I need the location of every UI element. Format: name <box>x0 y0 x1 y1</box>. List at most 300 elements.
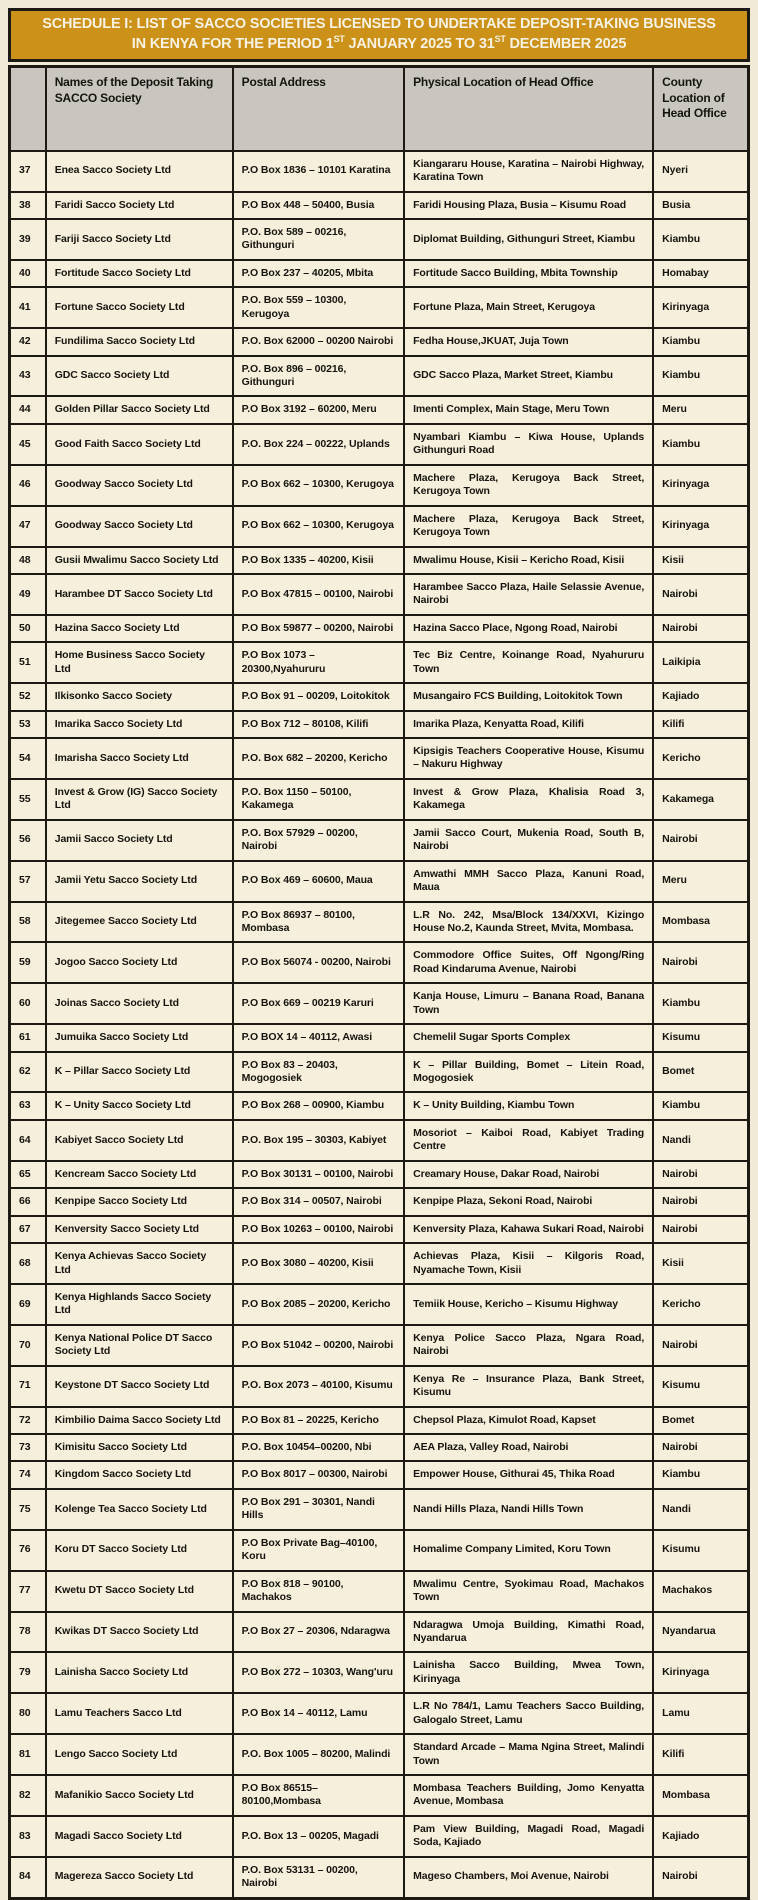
society-name-cell: Lainisha Sacco Society Ltd <box>46 1652 233 1693</box>
postal-address-cell: P.O Box 14 – 40112, Lamu <box>233 1693 404 1734</box>
county-cell: Kiambu <box>653 1461 748 1488</box>
society-name-cell: Mafanikio Sacco Society Ltd <box>46 1775 233 1816</box>
table-row <box>10 1161 749 1188</box>
header-number <box>10 67 46 151</box>
row-number-cell: 49 <box>10 574 46 615</box>
county-cell: Bomet <box>653 1052 748 1093</box>
society-name-cell: Magadi Sacco Society Ltd <box>46 1816 233 1857</box>
society-name-cell: Fundilima Sacco Society Ltd <box>46 328 233 355</box>
table-row <box>10 942 749 983</box>
postal-address-cell: P.O BOX 14 – 40112, Awasi <box>233 1024 404 1051</box>
society-name-cell: Jogoo Sacco Society Ltd <box>46 942 233 983</box>
table-row <box>10 1188 749 1215</box>
row-number-cell: 48 <box>10 547 46 574</box>
physical-location-cell: Tec Biz Centre, Koinange Road, Nyahururu Town <box>404 642 653 683</box>
society-name-cell: Kimbilio Daima Sacco Society Ltd <box>46 1407 233 1434</box>
county-cell: Nairobi <box>653 1857 748 1898</box>
table-row <box>10 1816 749 1857</box>
row-number-cell: 64 <box>10 1120 46 1161</box>
row-number-cell: 45 <box>10 424 46 465</box>
physical-location-cell: Homalime Company Limited, Koru Town <box>404 1530 653 1571</box>
society-name-cell: Invest & Grow (IG) Sacco Society Ltd <box>46 779 233 820</box>
physical-location-cell: Pam View Building, Magadi Road, Magadi Soda, Kajiado <box>404 1816 653 1857</box>
row-number-cell: 63 <box>10 1092 46 1119</box>
row-number-cell: 74 <box>10 1461 46 1488</box>
row-number-cell: 65 <box>10 1161 46 1188</box>
table-row <box>10 1092 749 1119</box>
county-cell: Meru <box>653 861 748 902</box>
county-cell: Nandi <box>653 1489 748 1530</box>
physical-location-cell: Machere Plaza, Kerugoya Back Street, Kerugoya Town <box>404 506 653 547</box>
table-row <box>10 1024 749 1051</box>
county-cell: Nairobi <box>653 1161 748 1188</box>
table-row <box>10 1612 749 1653</box>
row-number-cell: 56 <box>10 820 46 861</box>
society-name-cell: Home Business Sacco Society Ltd <box>46 642 233 683</box>
county-cell: Nairobi <box>653 1325 748 1366</box>
row-number-cell: 37 <box>10 151 46 192</box>
table-row <box>10 615 749 642</box>
physical-location-cell: Kipsigis Teachers Cooperative House, Kisumu – Nakuru Highway <box>404 738 653 779</box>
row-number-cell: 40 <box>10 260 46 287</box>
society-name-cell: Jamii Sacco Society Ltd <box>46 820 233 861</box>
row-number-cell: 79 <box>10 1652 46 1693</box>
table-row <box>10 328 749 355</box>
county-cell: Kiambu <box>653 424 748 465</box>
row-number-cell: 46 <box>10 465 46 506</box>
row-number-cell: 58 <box>10 902 46 943</box>
physical-location-cell: Hazina Sacco Place, Ngong Road, Nairobi <box>404 615 653 642</box>
county-cell: Kirinyaga <box>653 506 748 547</box>
table-row <box>10 506 749 547</box>
county-cell: Nairobi <box>653 1188 748 1215</box>
county-cell: Kajiado <box>653 1816 748 1857</box>
table-row <box>10 1571 749 1612</box>
physical-location-cell: Diplomat Building, Githunguri Street, Kiambu <box>404 219 653 260</box>
row-number-cell: 55 <box>10 779 46 820</box>
table-row <box>10 711 749 738</box>
society-name-cell: Kencream Sacco Society Ltd <box>46 1161 233 1188</box>
row-number-cell: 70 <box>10 1325 46 1366</box>
postal-address-cell: P.O Box 469 – 60600, Maua <box>233 861 404 902</box>
postal-address-cell: P.O Box Private Bag–40100, Koru <box>233 1530 404 1571</box>
row-number-cell: 69 <box>10 1284 46 1325</box>
county-cell: Nairobi <box>653 574 748 615</box>
county-cell: Kiambu <box>653 219 748 260</box>
table-row <box>10 465 749 506</box>
physical-location-cell: Kenpipe Plaza, Sekoni Road, Nairobi <box>404 1188 653 1215</box>
physical-location-cell: L.R No. 242, Msa/Block 134/XXVI, Kizingo House No.2, Kaunda Street, Mvita, Mombasa. <box>404 902 653 943</box>
header-society-name: Names of the Deposit Taking SACCO Society <box>46 67 233 151</box>
row-number-cell: 62 <box>10 1052 46 1093</box>
county-cell: Machakos <box>653 1571 748 1612</box>
county-cell: Nairobi <box>653 615 748 642</box>
table-row <box>10 219 749 260</box>
physical-location-cell: Invest & Grow Plaza, Khalisia Road 3, Kakamega <box>404 779 653 820</box>
table-row <box>10 424 749 465</box>
physical-location-cell: GDC Sacco Plaza, Market Street, Kiambu <box>404 356 653 397</box>
society-name-cell: K – Unity Sacco Society Ltd <box>46 1092 233 1119</box>
physical-location-cell: Imenti Complex, Main Stage, Meru Town <box>404 396 653 423</box>
postal-address-cell: P.O Box 8017 – 00300, Nairobi <box>233 1461 404 1488</box>
postal-address-cell: P.O Box 448 – 50400, Busia <box>233 192 404 219</box>
physical-location-cell: K – Unity Building, Kiambu Town <box>404 1092 653 1119</box>
row-number-cell: 66 <box>10 1188 46 1215</box>
row-number-cell: 53 <box>10 711 46 738</box>
physical-location-cell: Fortitude Sacco Building, Mbita Township <box>404 260 653 287</box>
row-number-cell: 68 <box>10 1243 46 1284</box>
postal-address-cell: P.O Box 2085 – 20200, Kericho <box>233 1284 404 1325</box>
physical-location-cell: Mageso Chambers, Moi Avenue, Nairobi <box>404 1857 653 1898</box>
row-number-cell: 83 <box>10 1816 46 1857</box>
county-cell: Kericho <box>653 738 748 779</box>
row-number-cell: 43 <box>10 356 46 397</box>
physical-location-cell: Amwathi MMH Sacco Plaza, Kanuni Road, Maua <box>404 861 653 902</box>
row-number-cell: 44 <box>10 396 46 423</box>
county-cell: Kirinyaga <box>653 287 748 328</box>
postal-address-cell: P.O Box 3080 – 40200, Kisii <box>233 1243 404 1284</box>
county-cell: Mombasa <box>653 1775 748 1816</box>
schedule-title-line2: IN KENYA FOR THE PERIOD 1ST JANUARY 2025 TO 31ST DECEMBER 2025 <box>131 33 627 52</box>
physical-location-cell: Lainisha Sacco Building, Mwea Town, Kirinyaga <box>404 1652 653 1693</box>
society-name-cell: Imarisha Sacco Society Ltd <box>46 738 233 779</box>
society-name-cell: Ilkisonko Sacco Society <box>46 683 233 710</box>
physical-location-cell: Kanja House, Limuru – Banana Road, Banana Town <box>404 983 653 1024</box>
sacco-table-header <box>10 67 749 151</box>
row-number-cell: 81 <box>10 1734 46 1775</box>
table-row <box>10 779 749 820</box>
row-number-cell: 82 <box>10 1775 46 1816</box>
row-number-cell: 47 <box>10 506 46 547</box>
postal-address-cell: P.O. Box 682 – 20200, Kericho <box>233 738 404 779</box>
table-row <box>10 151 749 192</box>
society-name-cell: Lengo Sacco Society Ltd <box>46 1734 233 1775</box>
physical-location-cell: Musangairo FCS Building, Loitokitok Town <box>404 683 653 710</box>
row-number-cell: 52 <box>10 683 46 710</box>
table-row <box>10 574 749 615</box>
postal-address-cell: P.O Box 83 – 20403, Mogogosiek <box>233 1052 404 1093</box>
society-name-cell: Keystone DT Sacco Society Ltd <box>46 1366 233 1407</box>
table-row <box>10 1693 749 1734</box>
postal-address-cell: P.O Box 1836 – 10101 Karatina <box>233 151 404 192</box>
county-cell: Nyeri <box>653 151 748 192</box>
physical-location-cell: Faridi Housing Plaza, Busia – Kisumu Road <box>404 192 653 219</box>
society-name-cell: Goodway Sacco Society Ltd <box>46 465 233 506</box>
postal-address-cell: P.O. Box 1150 – 50100, Kakamega <box>233 779 404 820</box>
row-number-cell: 60 <box>10 983 46 1024</box>
society-name-cell: Kenya National Police DT Sacco Society Ltd <box>46 1325 233 1366</box>
table-row <box>10 1407 749 1434</box>
physical-location-cell: Fortune Plaza, Main Street, Kerugoya <box>404 287 653 328</box>
society-name-cell: Fortune Sacco Society Ltd <box>46 287 233 328</box>
postal-address-cell: P.O. Box 589 – 00216, Githunguri <box>233 219 404 260</box>
county-cell: Kilifi <box>653 711 748 738</box>
table-row <box>10 820 749 861</box>
header-postal-address: Postal Address <box>233 67 404 151</box>
postal-address-cell: P.O Box 1335 – 40200, Kisii <box>233 547 404 574</box>
postal-address-cell: P.O Box 314 – 00507, Nairobi <box>233 1188 404 1215</box>
table-row <box>10 1461 749 1488</box>
physical-location-cell: Harambee Sacco Plaza, Haile Selassie Avenue, Nairobi <box>404 574 653 615</box>
physical-location-cell: Temiik House, Kericho – Kisumu Highway <box>404 1284 653 1325</box>
postal-address-cell: P.O Box 51042 – 00200, Nairobi <box>233 1325 404 1366</box>
postal-address-cell: P.O Box 81 – 20225, Kericho <box>233 1407 404 1434</box>
society-name-cell: Kenya Highlands Sacco Society Ltd <box>46 1284 233 1325</box>
table-row <box>10 547 749 574</box>
row-number-cell: 78 <box>10 1612 46 1653</box>
physical-location-cell: Nyambari Kiambu – Kiwa House, Uplands Githunguri Road <box>404 424 653 465</box>
physical-location-cell: Nandi Hills Plaza, Nandi Hills Town <box>404 1489 653 1530</box>
physical-location-cell: Kiangararu House, Karatina – Nairobi Highway, Karatina Town <box>404 151 653 192</box>
header-physical-location: Physical Location of Head Office <box>404 67 653 151</box>
county-cell: Kiambu <box>653 1092 748 1119</box>
row-number-cell: 71 <box>10 1366 46 1407</box>
society-name-cell: Imarika Sacco Society Ltd <box>46 711 233 738</box>
county-cell: Bomet <box>653 1407 748 1434</box>
county-cell: Kirinyaga <box>653 465 748 506</box>
row-number-cell: 75 <box>10 1489 46 1530</box>
county-cell: Nyandarua <box>653 1612 748 1653</box>
postal-address-cell: P.O Box 1073 – 20300,Nyahururu <box>233 642 404 683</box>
county-cell: Kiambu <box>653 356 748 397</box>
table-row <box>10 1434 749 1461</box>
header-county-location: County Location of Head Office <box>653 67 748 151</box>
physical-location-cell: Machere Plaza, Kerugoya Back Street, Kerugoya Town <box>404 465 653 506</box>
row-number-cell: 51 <box>10 642 46 683</box>
county-cell: Homabay <box>653 260 748 287</box>
postal-address-cell: P.O. Box 559 – 10300, Kerugoya <box>233 287 404 328</box>
physical-location-cell: Fedha House,JKUAT, Juja Town <box>404 328 653 355</box>
society-name-cell: Kwetu DT Sacco Society Ltd <box>46 1571 233 1612</box>
row-number-cell: 38 <box>10 192 46 219</box>
physical-location-cell: Imarika Plaza, Kenyatta Road, Kilifi <box>404 711 653 738</box>
society-name-cell: Kwikas DT Sacco Society Ltd <box>46 1612 233 1653</box>
postal-address-cell: P.O Box 30131 – 00100, Nairobi <box>233 1161 404 1188</box>
society-name-cell: Kenya Achievas Sacco Society Ltd <box>46 1243 233 1284</box>
county-cell: Nandi <box>653 1120 748 1161</box>
postal-address-cell: P.O. Box 2073 – 40100, Kisumu <box>233 1366 404 1407</box>
table-row <box>10 861 749 902</box>
table-row <box>10 192 749 219</box>
physical-location-cell: Chemelil Sugar Sports Complex <box>404 1024 653 1051</box>
county-cell: Lamu <box>653 1693 748 1734</box>
row-number-cell: 50 <box>10 615 46 642</box>
county-cell: Kilifi <box>653 1734 748 1775</box>
postal-address-cell: P.O Box 818 – 90100, Machakos <box>233 1571 404 1612</box>
society-name-cell: Kabiyet Sacco Society Ltd <box>46 1120 233 1161</box>
county-cell: Kisumu <box>653 1530 748 1571</box>
table-row <box>10 1652 749 1693</box>
postal-address-cell: P.O Box 10263 – 00100, Nairobi <box>233 1216 404 1243</box>
society-name-cell: GDC Sacco Society Ltd <box>46 356 233 397</box>
society-name-cell: Hazina Sacco Society Ltd <box>46 615 233 642</box>
physical-location-cell: Kenya Police Sacco Plaza, Ngara Road, Nairobi <box>404 1325 653 1366</box>
table-row <box>10 902 749 943</box>
physical-location-cell: Mwalimu Centre, Syokimau Road, Machakos Town <box>404 1571 653 1612</box>
society-name-cell: Golden Pillar Sacco Society Ltd <box>46 396 233 423</box>
table-row <box>10 356 749 397</box>
society-name-cell: Kingdom Sacco Society Ltd <box>46 1461 233 1488</box>
row-number-cell: 80 <box>10 1693 46 1734</box>
county-cell: Kakamega <box>653 779 748 820</box>
row-number-cell: 67 <box>10 1216 46 1243</box>
postal-address-cell: P.O Box 662 – 10300, Kerugoya <box>233 506 404 547</box>
row-number-cell: 59 <box>10 942 46 983</box>
table-row <box>10 1052 749 1093</box>
postal-address-cell: P.O Box 3192 – 60200, Meru <box>233 396 404 423</box>
county-cell: Nairobi <box>653 1216 748 1243</box>
row-number-cell: 73 <box>10 1434 46 1461</box>
table-row <box>10 1325 749 1366</box>
society-name-cell: Jitegemee Sacco Society Ltd <box>46 902 233 943</box>
physical-location-cell: Jamii Sacco Court, Mukenia Road, South B, Nairobi <box>404 820 653 861</box>
postal-address-cell: P.O. Box 57929 – 00200, Nairobi <box>233 820 404 861</box>
county-cell: Nairobi <box>653 942 748 983</box>
sacco-table <box>8 65 750 1900</box>
row-number-cell: 42 <box>10 328 46 355</box>
physical-location-cell: AEA Plaza, Valley Road, Nairobi <box>404 1434 653 1461</box>
physical-location-cell: Mwalimu House, Kisii – Kericho Road, Kisii <box>404 547 653 574</box>
county-cell: Kisii <box>653 547 748 574</box>
postal-address-cell: P.O Box 662 – 10300, Kerugoya <box>233 465 404 506</box>
row-number-cell: 61 <box>10 1024 46 1051</box>
postal-address-cell: P.O. Box 62000 – 00200 Nairobi <box>233 328 404 355</box>
postal-address-cell: P.O. Box 10454–00200, Nbi <box>233 1434 404 1461</box>
society-name-cell: Fortitude Sacco Society Ltd <box>46 260 233 287</box>
society-name-cell: Joinas Sacco Society Ltd <box>46 983 233 1024</box>
postal-address-cell: P.O Box 47815 – 00100, Nairobi <box>233 574 404 615</box>
postal-address-cell: P.O Box 272 – 10303, Wang'uru <box>233 1652 404 1693</box>
table-row <box>10 1734 749 1775</box>
postal-address-cell: P.O. Box 13 – 00205, Magadi <box>233 1816 404 1857</box>
postal-address-cell: P.O Box 237 – 40205, Mbita <box>233 260 404 287</box>
society-name-cell: Kolenge Tea Sacco Society Ltd <box>46 1489 233 1530</box>
physical-location-cell: Standard Arcade – Mama Ngina Street, Malindi Town <box>404 1734 653 1775</box>
physical-location-cell: Ndaragwa Umoja Building, Kimathi Road, Nyandarua <box>404 1612 653 1653</box>
physical-location-cell: L.R No 784/1, Lamu Teachers Sacco Building, Galogalo Street, Lamu <box>404 1693 653 1734</box>
table-row <box>10 1243 749 1284</box>
schedule-title-bar <box>8 8 750 62</box>
table-row <box>10 1775 749 1816</box>
physical-location-cell: Empower House, Githurai 45, Thika Road <box>404 1461 653 1488</box>
county-cell: Meru <box>653 396 748 423</box>
table-row <box>10 1120 749 1161</box>
society-name-cell: K – Pillar Sacco Society Ltd <box>46 1052 233 1093</box>
county-cell: Kiambu <box>653 983 748 1024</box>
sacco-table-body <box>10 151 749 1899</box>
society-name-cell: Magereza Sacco Society Ltd <box>46 1857 233 1898</box>
physical-location-cell: K – Pillar Building, Bomet – Litein Road, Mogogosiek <box>404 1052 653 1093</box>
table-row <box>10 1284 749 1325</box>
society-name-cell: Good Faith Sacco Society Ltd <box>46 424 233 465</box>
county-cell: Kirinyaga <box>653 1652 748 1693</box>
superscript-st: ST <box>494 33 506 44</box>
society-name-cell: Fariji Sacco Society Ltd <box>46 219 233 260</box>
county-cell: Nairobi <box>653 1434 748 1461</box>
county-cell: Laikipia <box>653 642 748 683</box>
county-cell: Kisumu <box>653 1366 748 1407</box>
postal-address-cell: P.O. Box 53131 – 00200, Nairobi <box>233 1857 404 1898</box>
society-name-cell: Goodway Sacco Society Ltd <box>46 506 233 547</box>
physical-location-cell: Creamary House, Dakar Road, Nairobi <box>404 1161 653 1188</box>
physical-location-cell: Achievas Plaza, Kisii – Kilgoris Road, Nyamache Town, Kisii <box>404 1243 653 1284</box>
table-row <box>10 683 749 710</box>
table-row <box>10 738 749 779</box>
county-cell: Nairobi <box>653 820 748 861</box>
row-number-cell: 72 <box>10 1407 46 1434</box>
table-row <box>10 396 749 423</box>
society-name-cell: Kenpipe Sacco Society Ltd <box>46 1188 233 1215</box>
postal-address-cell: P.O Box 56074 - 00200, Nairobi <box>233 942 404 983</box>
society-name-cell: Harambee DT Sacco Society Ltd <box>46 574 233 615</box>
row-number-cell: 76 <box>10 1530 46 1571</box>
postal-address-cell: P.O Box 59877 – 00200, Nairobi <box>233 615 404 642</box>
society-name-cell: Lamu Teachers Sacco Ltd <box>46 1693 233 1734</box>
society-name-cell: Koru DT Sacco Society Ltd <box>46 1530 233 1571</box>
row-number-cell: 84 <box>10 1857 46 1898</box>
society-name-cell: Faridi Sacco Society Ltd <box>46 192 233 219</box>
header-row <box>10 67 749 151</box>
table-row <box>10 1530 749 1571</box>
society-name-cell: Gusii Mwalimu Sacco Society Ltd <box>46 547 233 574</box>
table-row <box>10 642 749 683</box>
county-cell: Busia <box>653 192 748 219</box>
postal-address-cell: P.O Box 27 – 20306, Ndaragwa <box>233 1612 404 1653</box>
physical-location-cell: Commodore Office Suites, Off Ngong/Ring Road Kindaruma Avenue, Nairobi <box>404 942 653 983</box>
postal-address-cell: P.O. Box 224 – 00222, Uplands <box>233 424 404 465</box>
society-name-cell: Enea Sacco Society Ltd <box>46 151 233 192</box>
superscript-st: ST <box>333 33 345 44</box>
row-number-cell: 39 <box>10 219 46 260</box>
table-row <box>10 983 749 1024</box>
row-number-cell: 54 <box>10 738 46 779</box>
postal-address-cell: P.O Box 669 – 00219 Karuri <box>233 983 404 1024</box>
postal-address-cell: P.O Box 86515–80100,Mombasa <box>233 1775 404 1816</box>
society-name-cell: Jamii Yetu Sacco Society Ltd <box>46 861 233 902</box>
row-number-cell: 41 <box>10 287 46 328</box>
county-cell: Kericho <box>653 1284 748 1325</box>
postal-address-cell: P.O Box 268 – 00900, Kiambu <box>233 1092 404 1119</box>
table-row <box>10 287 749 328</box>
postal-address-cell: P.O. Box 896 – 00216, Githunguri <box>233 356 404 397</box>
physical-location-cell: Mombasa Teachers Building, Jomo Kenyatta Avenue, Mombasa <box>404 1775 653 1816</box>
table-row <box>10 260 749 287</box>
physical-location-cell: Kenversity Plaza, Kahawa Sukari Road, Nairobi <box>404 1216 653 1243</box>
postal-address-cell: P.O Box 291 – 30301, Nandi Hills <box>233 1489 404 1530</box>
physical-location-cell: Mosoriot – Kaiboi Road, Kabiyet Trading Centre <box>404 1120 653 1161</box>
county-cell: Kisumu <box>653 1024 748 1051</box>
county-cell: Mombasa <box>653 902 748 943</box>
table-row <box>10 1857 749 1898</box>
postal-address-cell: P.O Box 712 – 80108, Kilifi <box>233 711 404 738</box>
postal-address-cell: P.O Box 91 – 00209, Loitokitok <box>233 683 404 710</box>
county-cell: Kiambu <box>653 328 748 355</box>
row-number-cell: 57 <box>10 861 46 902</box>
schedule-title-line1: SCHEDULE I: LIST OF SACCO SOCIETIES LICENSED TO UNDERTAKE DEPOSIT-TAKING BUSINESS <box>42 16 716 32</box>
postal-address-cell: P.O Box 86937 – 80100, Mombasa <box>233 902 404 943</box>
postal-address-cell: P.O. Box 195 – 30303, Kabiyet <box>233 1120 404 1161</box>
county-cell: Kajiado <box>653 683 748 710</box>
physical-location-cell: Chepsol Plaza, Kimulot Road, Kapset <box>404 1407 653 1434</box>
table-row <box>10 1489 749 1530</box>
county-cell: Kisii <box>653 1243 748 1284</box>
table-row <box>10 1216 749 1243</box>
postal-address-cell: P.O. Box 1005 – 80200, Malindi <box>233 1734 404 1775</box>
society-name-cell: Kenversity Sacco Society Ltd <box>46 1216 233 1243</box>
physical-location-cell: Kenya Re – Insurance Plaza, Bank Street, Kisumu <box>404 1366 653 1407</box>
society-name-cell: Kimisitu Sacco Society Ltd <box>46 1434 233 1461</box>
table-row <box>10 1366 749 1407</box>
